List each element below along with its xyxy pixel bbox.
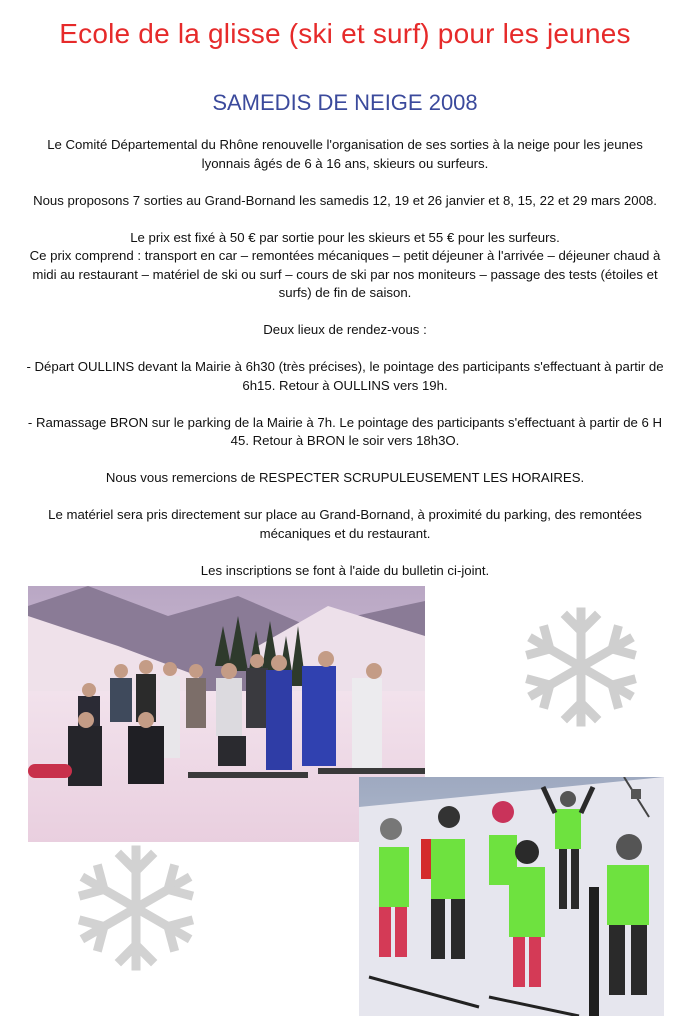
page-title: Ecole de la glisse (ski et surf) pour les jeunes (59, 18, 631, 49)
page-subtitle: SAMEDIS DE NEIGE 2008 (212, 90, 478, 115)
equipment-paragraph: Le matériel sera pris directement sur place au Grand-Bornand, à proximité du parking, des remontées mécaniques et du restaurant. (48, 507, 642, 541)
intro-paragraph: Le Comité Départemental du Rhône renouvelle l'organisation de ses sorties à la neige pour les jeunes lyonnais âgés de 6 à 16 ans, skieurs ou surfeurs. (47, 137, 643, 171)
oullins-paragraph: - Départ OULLINS devant la Mairie à 6h30 (très précises), le pointage des participants s'effectuant à partir de 6h15. Retour à OULLINS vers 19h. (26, 359, 664, 393)
children-photo (359, 777, 664, 1016)
price-paragraph (24, 229, 666, 303)
snowflake-icon (516, 602, 646, 732)
dates-paragraph: Nous proposons 7 sorties au Grand-Bornand les samedis 12, 19 et 26 janvier et 8, 15, 22 et 29 mars 2008. (33, 192, 657, 208)
registration-paragraph: Les inscriptions se font à l'aide du bulletin ci-joint. (200, 562, 490, 578)
bron-paragraph: - Ramassage BRON sur le parking de la Mairie à 7h. Le pointage des participants s'effectuant à partir de 6 H 45. Retour à BRON le soir vers 18h3O. (27, 414, 663, 448)
snowflake-icon (68, 840, 204, 976)
price-includes: Ce prix comprend : transport en car – remontées mécaniques – petit déjeuner à l'arrivée – déjeuner chaud à midi au restaurant – matériel de ski ou surf – cours de ski par nos moniteurs – passage des tests (étoiles et surfs) de fin de saison. (29, 248, 661, 300)
body-text (24, 136, 666, 599)
price-line: Le prix est fixé à 50 € par sortie pour les skieurs et 55 € pour les surfeurs. (130, 229, 560, 245)
meeting-points-heading: Deux lieux de rendez-vous : (263, 322, 427, 337)
schedule-notice: Nous vous remercions de RESPECTER SCRUPULEUSEMENT LES HORAIRES. (105, 470, 585, 485)
